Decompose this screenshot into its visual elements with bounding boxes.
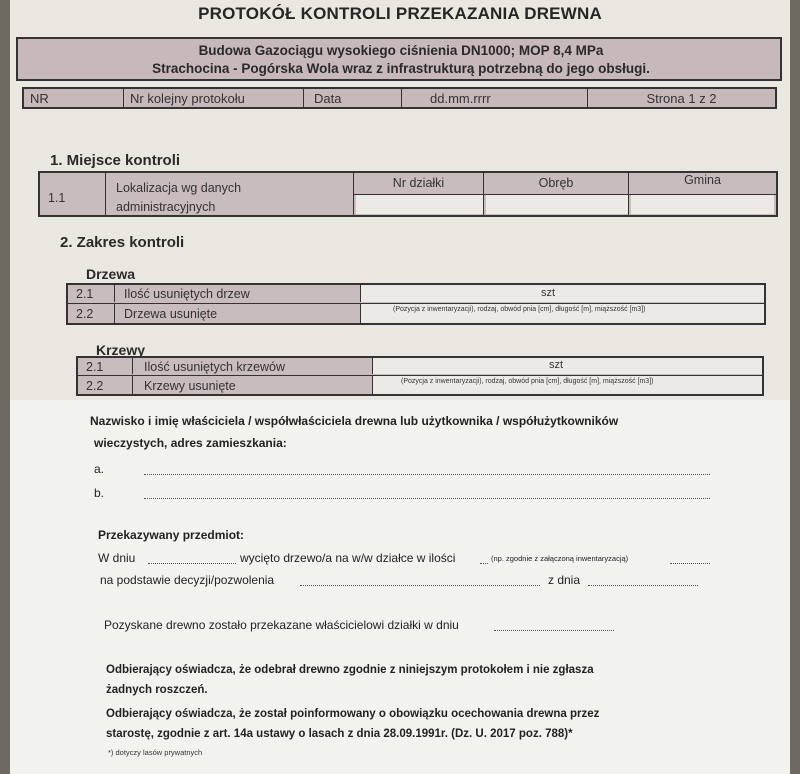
date-format-cell: dd.mm.rrrr bbox=[402, 89, 588, 107]
trees-table bbox=[66, 283, 766, 325]
trees-row-2-number: 2.2 bbox=[76, 307, 94, 321]
trees-heading: Drzewa bbox=[86, 266, 136, 282]
cut-quantity-field[interactable] bbox=[480, 563, 488, 564]
decision-date-label: z dnia bbox=[548, 573, 581, 587]
precinct-field[interactable] bbox=[486, 195, 628, 214]
decision-date-field[interactable] bbox=[588, 585, 698, 586]
location-label-line1: Lokalizacja wg danych bbox=[116, 181, 242, 195]
row-number: 1.1 bbox=[40, 173, 106, 215]
commune-field[interactable] bbox=[631, 195, 774, 214]
transfer-inventory-hint: (np. zgodnie z załączoną inwentaryzacją) bbox=[491, 554, 629, 563]
shrubs-row-1-number: 2.1 bbox=[86, 360, 104, 374]
trees-row-2 bbox=[68, 304, 764, 323]
plot-number-field[interactable] bbox=[356, 195, 483, 214]
cut-date-field[interactable] bbox=[148, 563, 236, 564]
owner-b-field[interactable] bbox=[144, 498, 710, 499]
commune-header: Gmina bbox=[684, 173, 721, 187]
shrubs-details-hint: (Pozycja z inwentaryzacji), rodzaj, obwód pnia [cm], długość [m], miąższość [m3]) bbox=[401, 378, 654, 385]
owner-a-label: a. bbox=[94, 462, 105, 476]
shrubs-row-2-label: Krzewy usunięte bbox=[144, 379, 236, 393]
protocol-header-row bbox=[22, 87, 777, 109]
trees-row-1-number: 2.1 bbox=[76, 287, 94, 301]
precinct-header: Obręb bbox=[484, 173, 629, 215]
shrubs-row-2 bbox=[78, 376, 762, 394]
trees-row-2-label: Drzewa usunięte bbox=[124, 307, 218, 321]
owner-a-field[interactable] bbox=[144, 474, 710, 475]
location-table bbox=[38, 171, 778, 217]
shrubs-count-unit: szt bbox=[549, 359, 564, 371]
document-title: PROTOKÓŁ KONTROLI PRZEKAZANIA DREWNA bbox=[198, 4, 602, 23]
nr-cell: NR bbox=[24, 89, 124, 107]
date-label-cell: Data bbox=[304, 89, 402, 107]
declaration-1-line2: żadnych roszczeń. bbox=[106, 684, 208, 696]
location-label-line2: administracyjnych bbox=[116, 200, 216, 214]
document-page bbox=[10, 0, 790, 774]
trees-details-hint: (Pozycja z inwentaryzacji), rodzaj, obwód pnia [cm], długość [m], miąższość [m3]) bbox=[393, 306, 646, 313]
shrubs-row-1-label: Ilość usuniętych krzewów bbox=[144, 360, 286, 374]
transfer-date-label: W dniu bbox=[98, 551, 136, 565]
transfer-heading: Przekazywany przedmiot: bbox=[98, 528, 245, 542]
shrubs-count-field[interactable] bbox=[372, 358, 762, 374]
shrubs-table bbox=[76, 356, 764, 396]
shrubs-row-2-number: 2.2 bbox=[86, 379, 104, 393]
decision-field[interactable] bbox=[300, 585, 540, 586]
shrubs-row-1 bbox=[78, 358, 762, 376]
trees-row-1 bbox=[68, 285, 764, 304]
location-label bbox=[106, 173, 354, 215]
project-header-box bbox=[16, 37, 782, 81]
section-2-title: 2. Zakres kontroli bbox=[60, 234, 185, 251]
section-1-title: 1. Miejsce kontroli bbox=[50, 152, 181, 169]
owner-b-label: b. bbox=[94, 486, 105, 500]
owner-label-line1: Nazwisko i imię właściciela / współwłaściciela drewna lub użytkownika / współużytkowników bbox=[90, 414, 619, 428]
protocol-number-cell: Nr kolejny protokołu bbox=[124, 89, 304, 107]
trees-count-unit: szt bbox=[541, 287, 556, 299]
declaration-2-line1: Odbierający oświadcza, że został poinformowany o obowiązku ocechowania drewna przez bbox=[106, 708, 600, 720]
project-title-line2: Strachocina - Pogórska Wola wraz z infrastrukturą potrzebną do jego obsługi. bbox=[152, 61, 650, 76]
project-title-line1: Budowa Gazociągu wysokiego ciśnienia DN1000; MOP 8,4 MPa bbox=[198, 43, 604, 58]
handover-date-field[interactable] bbox=[494, 630, 614, 631]
trees-details-field[interactable] bbox=[360, 304, 764, 323]
plot-number-header: Nr działki bbox=[354, 173, 484, 215]
owner-label-line2: wieczystych, adres zamieszkania: bbox=[94, 436, 287, 450]
page-number-cell: Strona 1 z 2 bbox=[646, 91, 717, 106]
decision-label: na podstawie decyzji/pozwolenia bbox=[100, 573, 275, 587]
transfer-cut-text: wycięto drzewo/a na w/w działce w ilości bbox=[240, 551, 456, 565]
cut-quantity-field-end[interactable] bbox=[670, 563, 710, 564]
footnote: *) dotyczy lasów prywatnych bbox=[108, 748, 203, 757]
declaration-1-line1: Odbierający oświadcza, że odebrał drewno zgodnie z niniejszym protokołem i nie zgłasza bbox=[106, 664, 594, 676]
trees-count-field[interactable] bbox=[360, 285, 764, 302]
shrubs-details-field[interactable] bbox=[372, 376, 762, 394]
handover-text: Pozyskane drewno zostało przekazane właścicielowi działki w dniu bbox=[104, 618, 459, 632]
declaration-2-line2: starostę, zgodnie z art. 14a ustawy o lasach z dnia 28.09.1991r. (Dz. U. 2017 poz. 788)* bbox=[106, 728, 573, 740]
trees-row-1-label: Ilość usuniętych drzew bbox=[124, 287, 250, 301]
shrubs-heading: Krzewy bbox=[96, 342, 146, 358]
